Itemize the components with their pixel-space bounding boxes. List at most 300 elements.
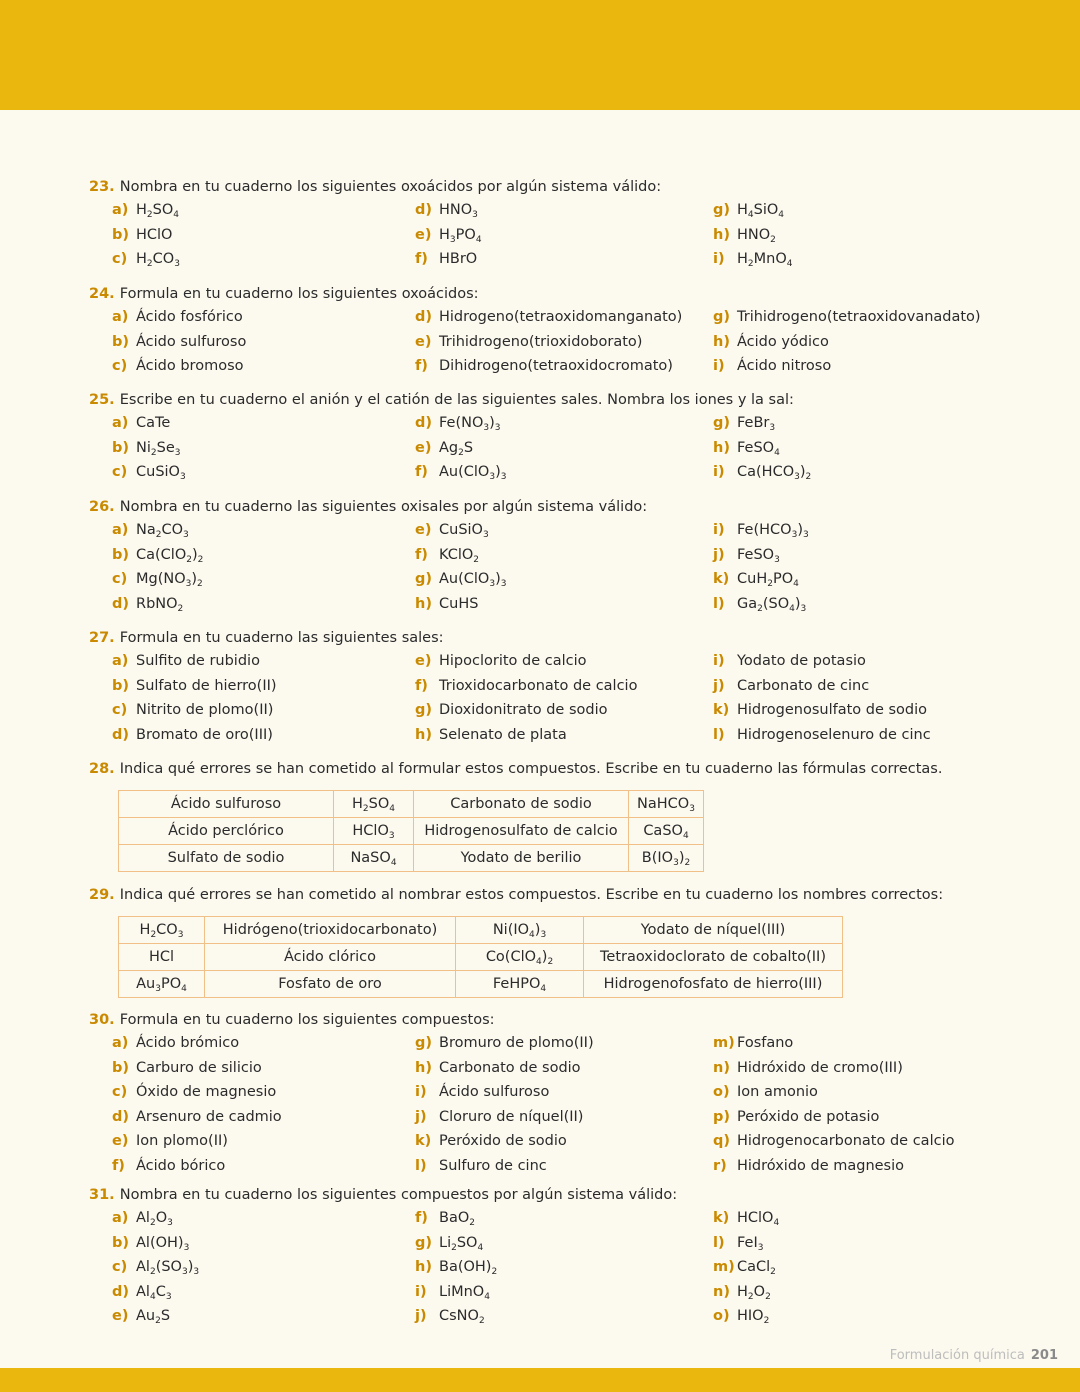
item-label: l) xyxy=(415,1157,427,1174)
item-label: g) xyxy=(415,1035,433,1051)
item-text: Ácido sulfuroso xyxy=(136,333,247,350)
item-label: i) xyxy=(713,251,725,267)
exercise-number: 29. xyxy=(89,887,120,903)
item-text: Bromato de oro(III) xyxy=(136,726,273,743)
list-item xyxy=(415,1105,594,1130)
item-text: Hidrogenosulfato de sodio xyxy=(737,702,928,718)
item-label: q) xyxy=(713,1133,731,1149)
list-item xyxy=(415,1280,497,1305)
item-label: l) xyxy=(713,726,725,743)
item-text: Ácido fosfórico xyxy=(136,309,243,325)
table-cell: Hidrogenosulfato de calcio xyxy=(414,818,629,845)
item-text: CuSiO$_3$ xyxy=(136,464,186,482)
table-cell: Hidrógeno(trioxidocarbonato) xyxy=(205,917,456,944)
table-cell: Yodato de níquel(III) xyxy=(584,917,843,944)
list-item xyxy=(415,305,682,330)
exercise-31 xyxy=(89,1184,1039,1326)
item-text: Ácido sulfuroso xyxy=(439,1084,550,1100)
item-label: e) xyxy=(112,1133,129,1149)
list-item xyxy=(112,1105,282,1130)
item-text: $Ga_2(SO_4)_3$ xyxy=(737,595,807,614)
item-label: g) xyxy=(713,202,731,218)
item-column xyxy=(415,198,482,272)
table-cell: Ácido sulfuroso xyxy=(119,791,334,818)
item-label: i) xyxy=(415,1084,427,1100)
item-text: CaTe xyxy=(136,415,171,431)
item-label: h) xyxy=(415,1259,432,1275)
item-column xyxy=(713,518,809,616)
item-label: k) xyxy=(713,1210,730,1226)
item-text: Hidrogenoselenuro de cinc xyxy=(737,726,931,743)
item-label: g) xyxy=(415,571,433,587)
list-item xyxy=(415,354,682,379)
exercise-title xyxy=(89,496,1039,518)
item-text: Trihidrogeno(tetraoxidovanadato) xyxy=(737,309,981,325)
item-label: i) xyxy=(713,464,725,480)
item-label: j) xyxy=(713,546,725,563)
item-label: m) xyxy=(713,1035,735,1051)
exercise-title xyxy=(89,176,1039,198)
list-item xyxy=(713,1231,779,1256)
item-text: Trioxidocarbonato de calcio xyxy=(439,677,638,694)
list-item xyxy=(713,247,793,272)
item-label: f) xyxy=(415,677,428,694)
exercise-statement: Indica qué errores se han cometido al formular estos compuestos. Escribe en tu cuaderno las fórmulas correctas. xyxy=(119,761,943,777)
item-label: e) xyxy=(415,226,432,243)
list-item xyxy=(713,1031,954,1056)
item-text: $H_3PO_4$ xyxy=(439,226,482,245)
table-cell: Carbonato de sodio xyxy=(414,791,629,818)
item-label: a) xyxy=(112,1035,129,1051)
list-item xyxy=(112,1280,199,1305)
list-item xyxy=(112,543,203,568)
item-text: CsNO$_2$ xyxy=(439,1308,485,1326)
item-text: $CuH_2PO_4$ xyxy=(737,571,799,589)
item-text: $HNO_2$ xyxy=(737,226,776,245)
item-text: Hipoclorito de calcio xyxy=(439,653,587,669)
exercise-statement: Formula en tu cuaderno los siguientes compuestos: xyxy=(119,1012,495,1028)
item-text: Fosfano xyxy=(737,1035,794,1051)
item-text: Sulfato de hierro(II) xyxy=(136,677,277,694)
item-text: Selenato de plata xyxy=(439,726,567,743)
item-text: Trihidrogeno(trioxidoborato) xyxy=(439,333,643,350)
exercise-number: 23. xyxy=(89,179,120,195)
item-label: d) xyxy=(112,726,130,743)
list-item xyxy=(415,698,637,723)
table-cell: NaSO$_4$ xyxy=(334,845,414,872)
item-label: p) xyxy=(713,1108,731,1125)
exercise-title xyxy=(89,758,1039,780)
item-label: h) xyxy=(415,1059,432,1076)
exercise-statement: Indica qué errores se han cometido al nombrar estos compuestos. Escribe en tu cuaderno los nombres correctos: xyxy=(119,887,944,903)
item-label: g) xyxy=(713,415,731,431)
item-label: k) xyxy=(713,571,730,587)
item-column xyxy=(713,1206,779,1329)
list-item xyxy=(112,1129,282,1154)
item-label: f) xyxy=(415,546,428,563)
list-item xyxy=(415,1231,497,1256)
item-label: j) xyxy=(713,677,725,694)
table-cell: $B(IO_3)_2$ xyxy=(629,845,704,872)
table-cell: Ácido clórico xyxy=(205,944,456,971)
list-item xyxy=(713,1206,779,1231)
list-item xyxy=(713,223,793,248)
table-row xyxy=(119,791,704,818)
list-item xyxy=(713,518,809,543)
exercise-title xyxy=(89,1184,1039,1206)
item-text: Hidróxido de cromo(III) xyxy=(737,1059,903,1076)
list-item xyxy=(112,567,203,592)
list-item xyxy=(112,723,277,748)
list-item xyxy=(415,411,506,436)
exercise-title xyxy=(89,283,1039,305)
table-cell: Yodato de berilio xyxy=(414,845,629,872)
list-item xyxy=(415,1255,497,1280)
item-column xyxy=(112,518,203,616)
exercise-number: 24. xyxy=(89,286,120,302)
item-text: HClO$_4$ xyxy=(737,1210,780,1228)
list-item xyxy=(415,592,506,617)
item-text: Ácido yódico xyxy=(737,333,829,350)
item-text: $Li_2SO_4$ xyxy=(439,1234,484,1253)
list-item xyxy=(713,1080,954,1105)
exercise-28 xyxy=(89,758,1039,868)
item-text: Óxido de magnesio xyxy=(136,1084,277,1100)
item-column xyxy=(713,411,811,485)
item-label: d) xyxy=(112,595,130,612)
item-label: c) xyxy=(112,571,128,587)
item-text: Arsenuro de cadmio xyxy=(136,1108,282,1125)
item-text: Hidróxido de magnesio xyxy=(737,1157,905,1174)
item-text: $H_2SO_4$ xyxy=(136,202,179,220)
list-item xyxy=(415,674,637,699)
exercise-29 xyxy=(89,884,1039,994)
exercise-number: 31. xyxy=(89,1187,120,1203)
item-label: c) xyxy=(112,1259,128,1275)
item-text: Ácido bórico xyxy=(136,1157,226,1174)
table-cell: FeHPO$_4$ xyxy=(456,971,584,998)
item-text: $Ca(ClO_2)_2$ xyxy=(136,546,204,565)
list-item xyxy=(112,1056,282,1081)
list-item xyxy=(112,436,186,461)
item-label: i) xyxy=(415,1283,427,1300)
table-cell: $H_2CO_3$ xyxy=(119,917,205,944)
item-label: b) xyxy=(112,677,130,694)
item-text: $Mg(NO_3)_2$ xyxy=(136,571,203,589)
item-text: $Fe(NO_3)_3$ xyxy=(439,415,501,433)
item-text: Peróxido de sodio xyxy=(439,1133,567,1149)
list-item xyxy=(415,1080,594,1105)
list-item xyxy=(112,223,180,248)
item-label: f) xyxy=(415,1210,428,1226)
item-label: h) xyxy=(713,226,730,243)
list-item xyxy=(112,649,277,674)
item-text: $HNO_3$ xyxy=(439,202,478,220)
item-label: c) xyxy=(112,358,128,374)
list-item xyxy=(112,1255,199,1280)
item-label: o) xyxy=(713,1308,730,1324)
item-text: $HIO_2$ xyxy=(737,1308,770,1326)
item-text: LiMnO$_4$ xyxy=(439,1283,490,1302)
item-column xyxy=(415,305,682,379)
item-label: f) xyxy=(112,1157,125,1174)
item-label: d) xyxy=(112,1108,130,1125)
list-item xyxy=(713,305,981,330)
item-text: Ion amonio xyxy=(737,1084,818,1100)
item-column xyxy=(713,649,931,747)
item-label: f) xyxy=(415,251,428,267)
list-item xyxy=(112,354,246,379)
item-label: d) xyxy=(112,1283,130,1300)
item-column xyxy=(112,1206,199,1329)
exercise-title xyxy=(89,627,1039,649)
item-label: h) xyxy=(415,726,432,743)
exercise-statement: Nombra en tu cuaderno las siguientes oxisales por algún sistema válido: xyxy=(119,499,648,515)
exercise-statement: Formula en tu cuaderno los siguientes oxoácidos: xyxy=(119,286,479,302)
item-text: Sulfuro de cinc xyxy=(439,1157,547,1174)
item-text: FeBr$_3$ xyxy=(737,415,776,433)
exercise-number: 27. xyxy=(89,630,120,646)
item-label: b) xyxy=(112,333,130,350)
exercise-24 xyxy=(89,283,1039,374)
list-item xyxy=(713,1105,954,1130)
item-text: $Ag_2S$ xyxy=(439,439,474,458)
item-text: $Au(ClO_3)_3$ xyxy=(439,464,507,482)
item-text: Cloruro de níquel(II) xyxy=(439,1108,584,1125)
list-item xyxy=(713,723,931,748)
item-text: CaCl$_2$ xyxy=(737,1259,776,1277)
item-text: KClO$_2$ xyxy=(439,546,480,565)
exercise-23 xyxy=(89,176,1039,269)
table-cell: Hidrogenofosfato de hierro(III) xyxy=(584,971,843,998)
list-item xyxy=(112,518,203,543)
item-label: l) xyxy=(713,1234,725,1251)
item-label: h) xyxy=(713,333,730,350)
item-label: b) xyxy=(112,1059,130,1076)
list-item xyxy=(112,411,186,436)
table-row xyxy=(119,845,704,872)
item-label: d) xyxy=(415,309,433,325)
table-cell: Ácido perclórico xyxy=(119,818,334,845)
list-item xyxy=(112,674,277,699)
item-text: $H_2O_2$ xyxy=(737,1283,771,1302)
item-text: $Fe(HCO_3)_3$ xyxy=(737,522,809,540)
item-text: $H_4SiO_4$ xyxy=(737,202,785,220)
list-item xyxy=(713,1154,954,1179)
list-item xyxy=(713,411,811,436)
item-text: $Au_2S$ xyxy=(136,1308,171,1326)
list-item xyxy=(713,1280,779,1305)
list-item xyxy=(713,460,811,485)
item-label: g) xyxy=(415,1234,433,1251)
item-text: FeSO$_4$ xyxy=(737,439,780,458)
item-label: a) xyxy=(112,653,129,669)
item-text: Ácido bromoso xyxy=(136,358,244,374)
item-label: a) xyxy=(112,309,129,325)
item-text: Carbonato de cinc xyxy=(737,677,870,694)
table-cell: $Au_3PO_4$ xyxy=(119,971,205,998)
item-text: Dioxidonitrato de sodio xyxy=(439,702,608,718)
item-text: FeI$_3$ xyxy=(737,1234,764,1253)
list-item xyxy=(415,649,637,674)
item-label: b) xyxy=(112,1234,130,1251)
exercise-statement: Nombra en tu cuaderno los siguientes compuestos por algún sistema válido: xyxy=(119,1187,678,1203)
item-text: Bromuro de plomo(II) xyxy=(439,1035,594,1051)
table-cell: Sulfato de sodio xyxy=(119,845,334,872)
list-item xyxy=(415,1031,594,1056)
exercise-title xyxy=(89,884,1039,906)
item-text: Ácido nitroso xyxy=(737,358,832,374)
list-item xyxy=(713,330,981,355)
item-column xyxy=(112,411,186,485)
list-item xyxy=(415,223,482,248)
item-text: HBrO xyxy=(439,251,478,267)
item-text: FeSO$_3$ xyxy=(737,546,780,565)
item-text: BaO$_2$ xyxy=(439,1210,475,1228)
table-cell: CaSO$_4$ xyxy=(629,818,704,845)
item-text: $Al_2(SO_3)_3$ xyxy=(136,1259,200,1277)
item-text: Yodato de potasio xyxy=(737,653,866,669)
exercise-number: 30. xyxy=(89,1012,120,1028)
item-label: a) xyxy=(112,202,129,218)
item-text: Dihidrogeno(tetraoxidocromato) xyxy=(439,358,673,374)
item-text: Ácido brómico xyxy=(136,1035,240,1051)
item-text: CuSiO$_3$ xyxy=(439,522,489,540)
list-item xyxy=(112,247,180,272)
table-row xyxy=(119,944,843,971)
item-column xyxy=(415,1031,594,1178)
item-label: a) xyxy=(112,1210,129,1226)
item-label: g) xyxy=(713,309,731,325)
table-cell: Fosfato de oro xyxy=(205,971,456,998)
list-item xyxy=(713,436,811,461)
item-text: CuHS xyxy=(439,595,479,612)
exercise-title xyxy=(89,1009,1039,1031)
item-column xyxy=(415,411,506,485)
item-label: e) xyxy=(415,439,432,456)
item-text: Sulfito de rubidio xyxy=(136,653,260,669)
item-text: $Ni_2Se_3$ xyxy=(136,439,181,458)
item-text: Nitrito de plomo(II) xyxy=(136,702,274,718)
item-text: $Al(OH)_3$ xyxy=(136,1234,190,1253)
item-column xyxy=(415,649,637,747)
item-column xyxy=(713,1031,954,1178)
list-item xyxy=(112,1080,282,1105)
item-text: $Na_2CO_3$ xyxy=(136,522,189,540)
item-column xyxy=(713,305,981,379)
item-text: RbNO$_2$ xyxy=(136,595,184,614)
list-item xyxy=(713,354,981,379)
item-label: d) xyxy=(415,415,433,431)
list-item xyxy=(112,1031,282,1056)
item-label: e) xyxy=(415,522,432,538)
item-label: m) xyxy=(713,1259,735,1275)
list-item xyxy=(415,330,682,355)
item-text: $H_2MnO_4$ xyxy=(737,251,793,269)
item-label: g) xyxy=(415,702,433,718)
item-label: a) xyxy=(112,522,129,538)
item-label: e) xyxy=(112,1308,129,1324)
exercise-title xyxy=(89,389,1039,411)
item-label: f) xyxy=(415,464,428,480)
item-label: n) xyxy=(713,1059,730,1076)
item-label: c) xyxy=(112,464,128,480)
item-label: e) xyxy=(415,333,432,350)
list-item xyxy=(415,723,637,748)
top-banner xyxy=(0,0,1080,110)
item-label: h) xyxy=(713,439,730,456)
page-footer xyxy=(890,1348,1058,1363)
list-item xyxy=(112,1154,282,1179)
list-item xyxy=(415,460,506,485)
list-item xyxy=(415,247,482,272)
item-text: $Ca(HCO_3)_2$ xyxy=(737,464,812,482)
item-column xyxy=(112,1031,282,1178)
item-text: Hidrogeno(tetraoxidomanganato) xyxy=(439,309,683,325)
item-label: o) xyxy=(713,1084,730,1100)
table-row xyxy=(119,917,843,944)
item-label: b) xyxy=(112,546,130,563)
item-text: Carbonato de sodio xyxy=(439,1059,581,1076)
item-label: h) xyxy=(415,595,432,612)
exercise-27 xyxy=(89,627,1039,743)
table-row xyxy=(119,971,843,998)
list-item xyxy=(112,592,203,617)
list-item xyxy=(415,1056,594,1081)
item-column xyxy=(112,198,180,272)
list-item xyxy=(713,567,809,592)
item-label: n) xyxy=(713,1283,730,1300)
item-text: $H_2CO_3$ xyxy=(136,251,180,269)
item-label: k) xyxy=(713,702,730,718)
list-item xyxy=(713,198,793,223)
list-item xyxy=(112,460,186,485)
list-item xyxy=(415,1304,497,1329)
item-text: Hidrogenocarbonato de calcio xyxy=(737,1133,955,1149)
list-item xyxy=(713,674,931,699)
item-label: e) xyxy=(415,653,432,669)
list-item xyxy=(112,1231,199,1256)
list-item xyxy=(713,1304,779,1329)
table-cell: $Co(ClO_4)_2$ xyxy=(456,944,584,971)
list-item xyxy=(415,1206,497,1231)
list-item xyxy=(112,330,246,355)
exercise-30 xyxy=(89,1009,1039,1174)
item-text: $Al_4C_3$ xyxy=(136,1283,172,1302)
list-item xyxy=(112,698,277,723)
item-column xyxy=(112,649,277,747)
exercise-number: 25. xyxy=(89,392,120,408)
item-column xyxy=(713,198,793,272)
item-column xyxy=(415,518,506,616)
list-item xyxy=(415,1129,594,1154)
footer-section: Formulación química xyxy=(889,1348,1025,1363)
item-text: HClO xyxy=(136,226,173,243)
table-cell: HClO$_3$ xyxy=(334,818,414,845)
exercise-26 xyxy=(89,496,1039,614)
item-text: $Au(ClO_3)_3$ xyxy=(439,571,507,589)
errors-table xyxy=(118,790,704,872)
exercise-statement: Formula en tu cuaderno las siguientes sales: xyxy=(119,630,444,646)
table-cell: NaHCO$_3$ xyxy=(629,791,704,818)
table-cell: $H_2SO_4$ xyxy=(334,791,414,818)
list-item xyxy=(415,543,506,568)
exercise-statement: Escribe en tu cuaderno el anión y el catión de las siguientes sales. Nombra los iones y la sal: xyxy=(119,392,794,408)
table-cell: HCl xyxy=(119,944,205,971)
list-item xyxy=(415,198,482,223)
item-text: $Al_2O_3$ xyxy=(136,1210,173,1228)
table-row xyxy=(119,818,704,845)
